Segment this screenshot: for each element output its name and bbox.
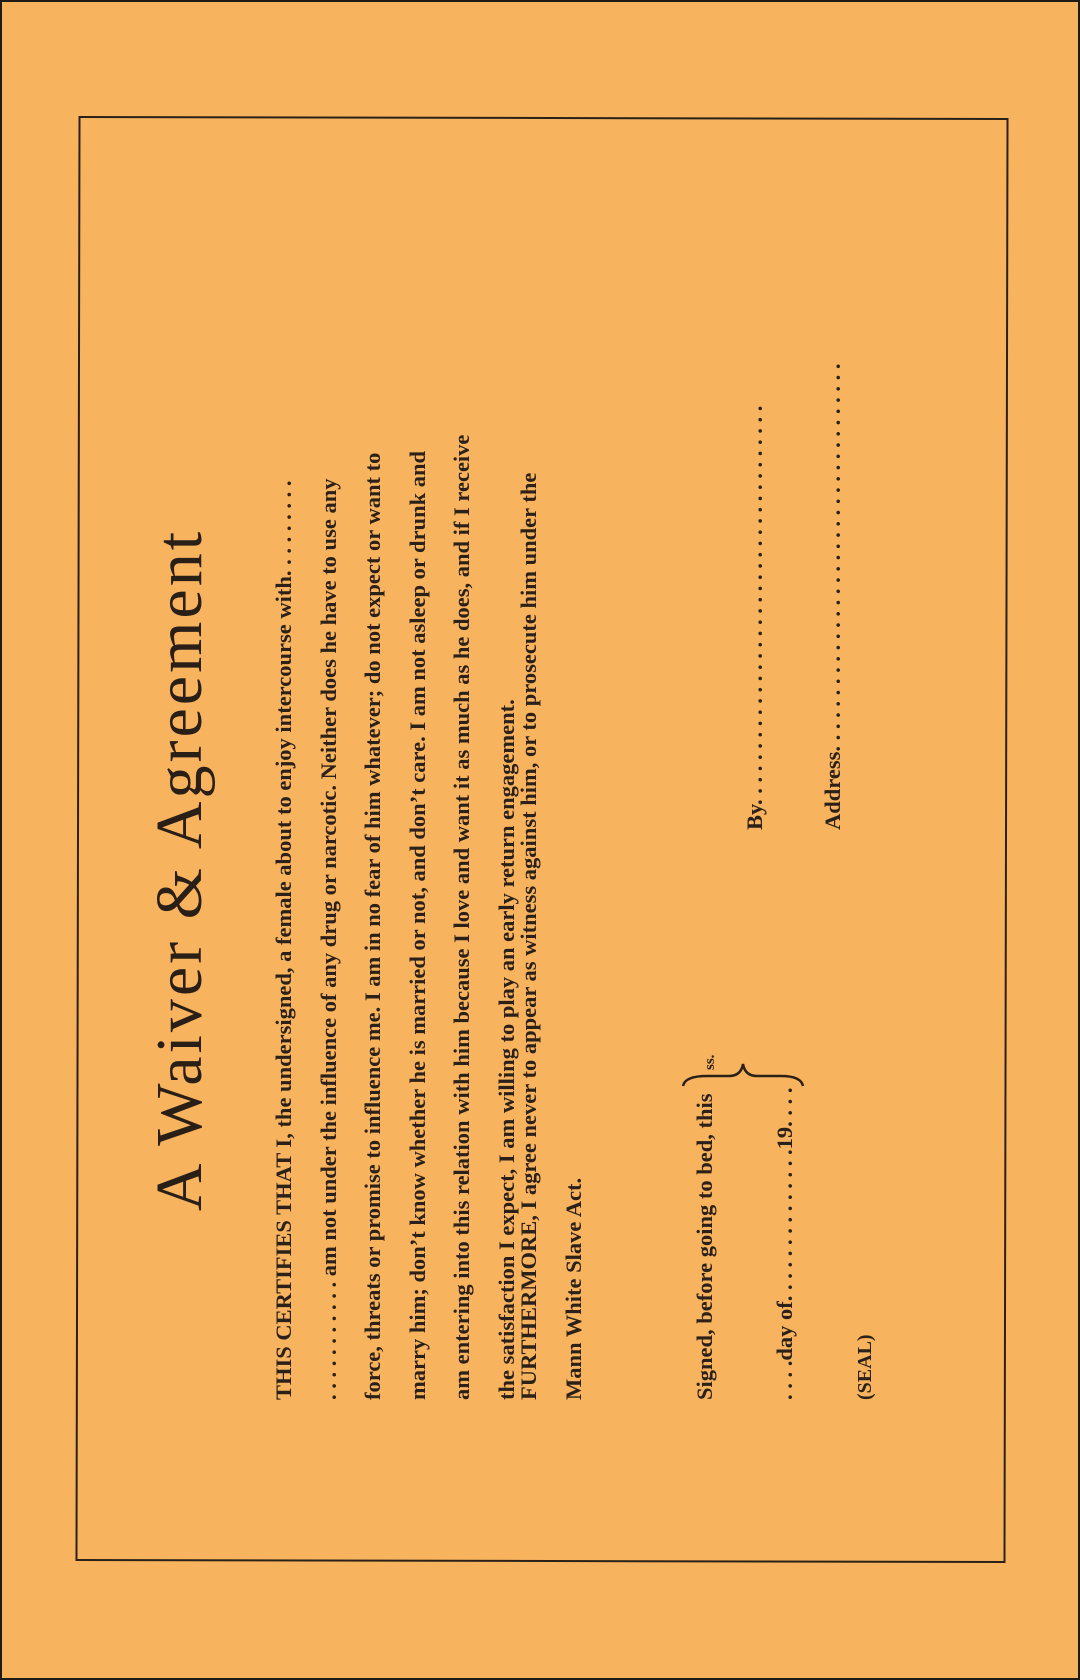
paragraph-line: the satisfaction I expect, I am willing to play an early return engagement. <box>493 699 519 1400</box>
by-signature-line: By. . . . . . . . . . . . . . . . . . . . . . . . . . . . . . . . . . . . <box>742 405 767 830</box>
paragraph-line: . . . . . . . . . . . am not under the influence of any drug or narcotic. Neither does he have to use any <box>315 478 341 1400</box>
rotated-content <box>102 170 982 1570</box>
paragraph-line: force, threats or promise to influence me. I am in no fear of him whatever; do not expect or want to <box>360 452 385 1400</box>
paragraph-line: am entering into this relation with him because I love and want it as much as he does, and if I receive <box>449 434 474 1400</box>
signed-line: Signed, before going to bed, this <box>692 1093 717 1400</box>
ss-label: ss. <box>702 1054 718 1070</box>
document-title: A Waiver & Agreement <box>143 528 216 1212</box>
paragraph-line: FURTHERMORE, I agree never to appear as witness against him, or to prosecute him under the <box>516 472 541 1400</box>
left-brace-icon <box>677 1050 807 1090</box>
address-line: Address. . . . . . . . . . . . . . . . . . . . . . . . . . . . . . . . . . . <box>820 363 845 830</box>
paragraph-line: marry him; don’t know whether he is married or not, and don’t care. I am not asleep or drunk and <box>404 451 430 1400</box>
certification-paragraph <box>262 320 529 1400</box>
paragraph-line: THIS CERTIFIES THAT I, the undersigned, a female about to enjoy intercourse with. . . . . . . . . <box>271 480 296 1400</box>
seal-label: (SEAL) <box>854 1334 876 1400</box>
furthermore-paragraph <box>507 320 596 1400</box>
date-line: . . . .day of. . . . . . . . . . . . . .19. . . . <box>772 1087 797 1400</box>
paragraph-line: Mann White Slave Act. <box>560 1177 586 1400</box>
